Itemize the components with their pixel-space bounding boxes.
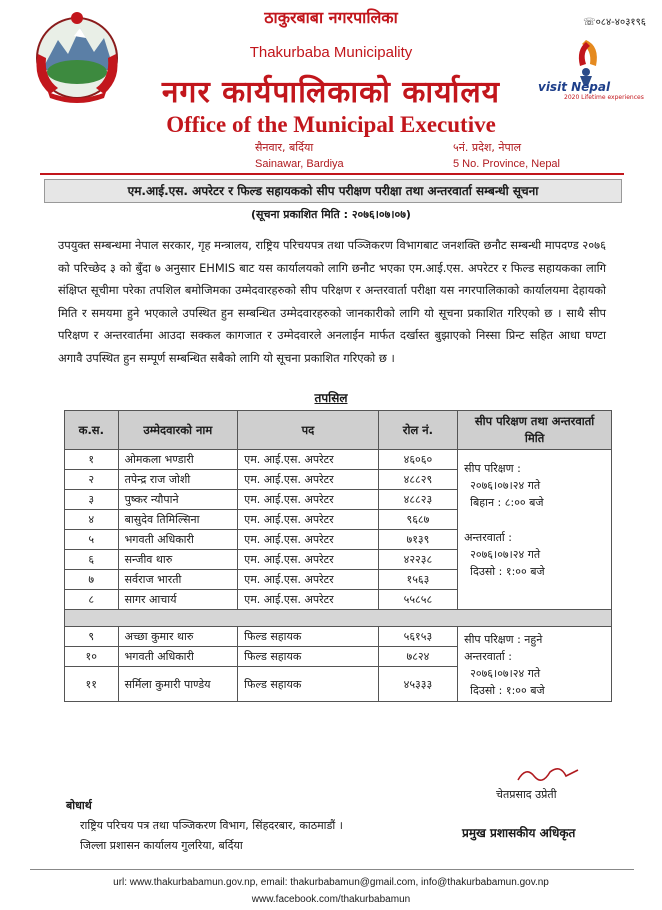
cell-name: तपेन्द्र राज जोशी	[118, 470, 238, 490]
cell-name: पुष्कर न्यौपाने	[118, 490, 238, 510]
signature-mark	[516, 762, 580, 786]
interview-time: दिउसो : १:०० बजे	[470, 684, 545, 697]
signer-designation: प्रमुख प्रशासकीय अधिकृत	[462, 826, 576, 840]
interview-label: अन्तरवार्ता :	[464, 650, 512, 663]
cell-post: एम. आई.एस. अपरेटर	[238, 570, 379, 590]
cell-sn: ५	[65, 530, 119, 550]
header-name: उम्मेदवारको नाम	[118, 411, 238, 450]
cell-post: एम. आई.एस. अपरेटर	[238, 490, 379, 510]
cell-sn: ३	[65, 490, 119, 510]
schedule-cell-field	[458, 627, 612, 702]
cell-name: भगवती अधिकारी	[118, 530, 238, 550]
notice-title: एम.आई.एस. अपरेटर र फिल्ड सहायकको सीप परीक्षण परीक्षा तथा अन्तरवार्ता सम्बन्धी सूचना	[44, 179, 622, 203]
cell-post: एम. आई.एस. अपरेटर	[238, 550, 379, 570]
visit-nepal-text: visit Nepal	[538, 80, 611, 94]
office-title-np: नगर कार्यपालिकाको कार्यालय	[161, 75, 501, 110]
cell-post: फिल्ड सहायक	[238, 667, 379, 702]
skill-test-date: २०७६।०७।२४ गते	[470, 479, 541, 492]
footer-facebook: www.facebook.com/thakurbabamun	[251, 894, 411, 905]
cell-roll: ५६१५३	[378, 627, 457, 647]
table-row	[65, 450, 612, 470]
cell-roll: ४५३३३	[378, 667, 457, 702]
cell-roll: १५६३	[378, 570, 457, 590]
signer-name: चेतप्रसाद उप्रेती	[496, 788, 557, 801]
header-post: पद	[238, 411, 379, 450]
cell-sn: ६	[65, 550, 119, 570]
candidate-table	[64, 410, 612, 702]
interview-date: २०७६।०७।२४ गते	[470, 667, 541, 680]
cell-post: फिल्ड सहायक	[238, 627, 379, 647]
header-divider	[40, 173, 624, 175]
visit-nepal-subtext: 2020 Lifetime experiences	[564, 94, 644, 101]
cell-name: भगवती अधिकारी	[118, 647, 238, 667]
header-roll: रोल नं.	[378, 411, 457, 450]
province-en: 5 No. Province, Nepal	[453, 158, 560, 170]
location-en: Sainawar, Bardiya	[255, 158, 344, 170]
cell-post: एम. आई.एस. अपरेटर	[238, 510, 379, 530]
cell-name: अच्छा कुमार थारु	[118, 627, 238, 647]
cc-line-2: जिल्ला प्रशासन कार्यालय गुलरिया, बर्दिया	[80, 839, 243, 852]
footer-divider	[30, 869, 634, 870]
cell-post: एम. आई.एस. अपरेटर	[238, 590, 379, 610]
interview-time: दिउसो : १:०० बजे	[470, 565, 545, 578]
cell-roll: ९६८७	[378, 510, 457, 530]
table-separator	[65, 610, 612, 627]
cell-roll: ४२२३८	[378, 550, 457, 570]
cell-name: बासुदेव तिमिल्सिना	[118, 510, 238, 530]
cell-post: एम. आई.एस. अपरेटर	[238, 450, 379, 470]
cell-sn: ८	[65, 590, 119, 610]
cell-roll: ४६०६०	[378, 450, 457, 470]
cell-sn: २	[65, 470, 119, 490]
municipality-name-np: ठाकुरबाबा नगरपालिका	[264, 8, 398, 27]
cell-post: एम. आई.एस. अपरेटर	[238, 530, 379, 550]
office-title-en: Office of the Municipal Executive	[166, 112, 496, 137]
phone-number: ☏०८४-४०३१९६	[583, 17, 646, 28]
cc-line-1: राष्ट्रिय परिचय पत्र तथा पञ्जिकरण विभाग, सिंहदरबार, काठमाडौं ।	[80, 819, 343, 832]
cell-sn: ११	[65, 667, 119, 702]
interview-label: अन्तरवार्ता :	[464, 531, 512, 544]
cell-name: सागर आचार्य	[118, 590, 238, 610]
cell-roll: ४८८२३	[378, 490, 457, 510]
cell-name: सन्जीव थारु	[118, 550, 238, 570]
interview-date: २०७६।०७।२४ गते	[470, 548, 541, 561]
cell-name: सर्वराज भारती	[118, 570, 238, 590]
cell-post: एम. आई.एस. अपरेटर	[238, 470, 379, 490]
cell-post: फिल्ड सहायक	[238, 647, 379, 667]
header-sn: क.स.	[65, 411, 119, 450]
municipality-name-en: Thakurbaba Municipality	[249, 44, 413, 61]
cell-name: ओमकला भण्डारी	[118, 450, 238, 470]
schedule-cell-operator	[458, 450, 612, 610]
notice-date: (सूचना प्रकाशित मिति : २०७६।०७।०७)	[251, 208, 411, 221]
skill-test-none: सीप परिक्षण : नहुने	[464, 633, 543, 646]
skill-test-time: बिहान : ८:०० बजे	[470, 496, 544, 509]
cell-sn: १०	[65, 647, 119, 667]
notice-body: उपयुक्त सम्बन्धमा नेपाल सरकार, गृह मन्त्रालय, राष्ट्रिय परिचयपत्र तथा पञ्जिकरण विभागबाट जनशक्ति छनौट सम्बन्धी मापदण्ड २०७६ को परिच्छेद ३ को बुँदा ७ अनुसार EHMIS बाट यस कार्यालयको लागि छनौट भएका एम.आई.एस. अपरेटर र फिल्ड सहायकका लागि संक्षिप्त सूचीमा परेका तपशिल बमोजिमका उम्मेदवारहरुको सीप परिक्षण र अन्तरवार्ता परीक्षा यस नगरपालिकाको कार्यालयमा देहायको मिति र समयमा हुने भएकाले उपस्थित हुन सम्बन्धित उम्मेदवारहरुको जानकारीको लागि यो सूचना प्रकाशित गरिएको छ । साथै सीप परिक्षण र अन्तरवार्तमा आउदा सक्कल कागजात र उम्मेदवारले अनलाईन मार्फत दर्खास्त बुझाएको निस्सा प्रिन्ट सहित आधा घण्टा अगावै उपस्थित हुन सम्पूर्ण सम्बन्धित सबैको लागि यो सूचना प्रकाशित गरिएको छ ।	[58, 238, 606, 365]
cc-title: बोधार्थ	[66, 799, 92, 812]
cell-name: सर्मिला कुमारी पाण्डेय	[118, 667, 238, 702]
header-date: सीप परिक्षण तथा अन्तरवार्ता मिति	[458, 411, 612, 450]
cell-sn: ७	[65, 570, 119, 590]
cell-sn: १	[65, 450, 119, 470]
location-np: सैनवार, बर्दिया	[255, 141, 314, 154]
visit-nepal-logo	[536, 36, 644, 106]
cell-roll: ४८८२९	[378, 470, 457, 490]
cell-roll: ५५८५८	[378, 590, 457, 610]
table-header-row	[65, 411, 612, 450]
cell-roll: ७१३९	[378, 530, 457, 550]
footer-contact: url: www.thakurbabamun.gov.np, email: thakurbabamun@gmail.com, info@thakurbabamun.gov.np	[113, 877, 549, 888]
table-row	[65, 627, 612, 647]
skill-test-label: सीप परिक्षण :	[464, 462, 521, 475]
cell-roll: ७८२४	[378, 647, 457, 667]
table-caption: तपसिल	[314, 391, 348, 405]
cell-sn: ४	[65, 510, 119, 530]
cell-sn: ९	[65, 627, 119, 647]
province-np: ५नं. प्रदेश, नेपाल	[453, 141, 522, 154]
